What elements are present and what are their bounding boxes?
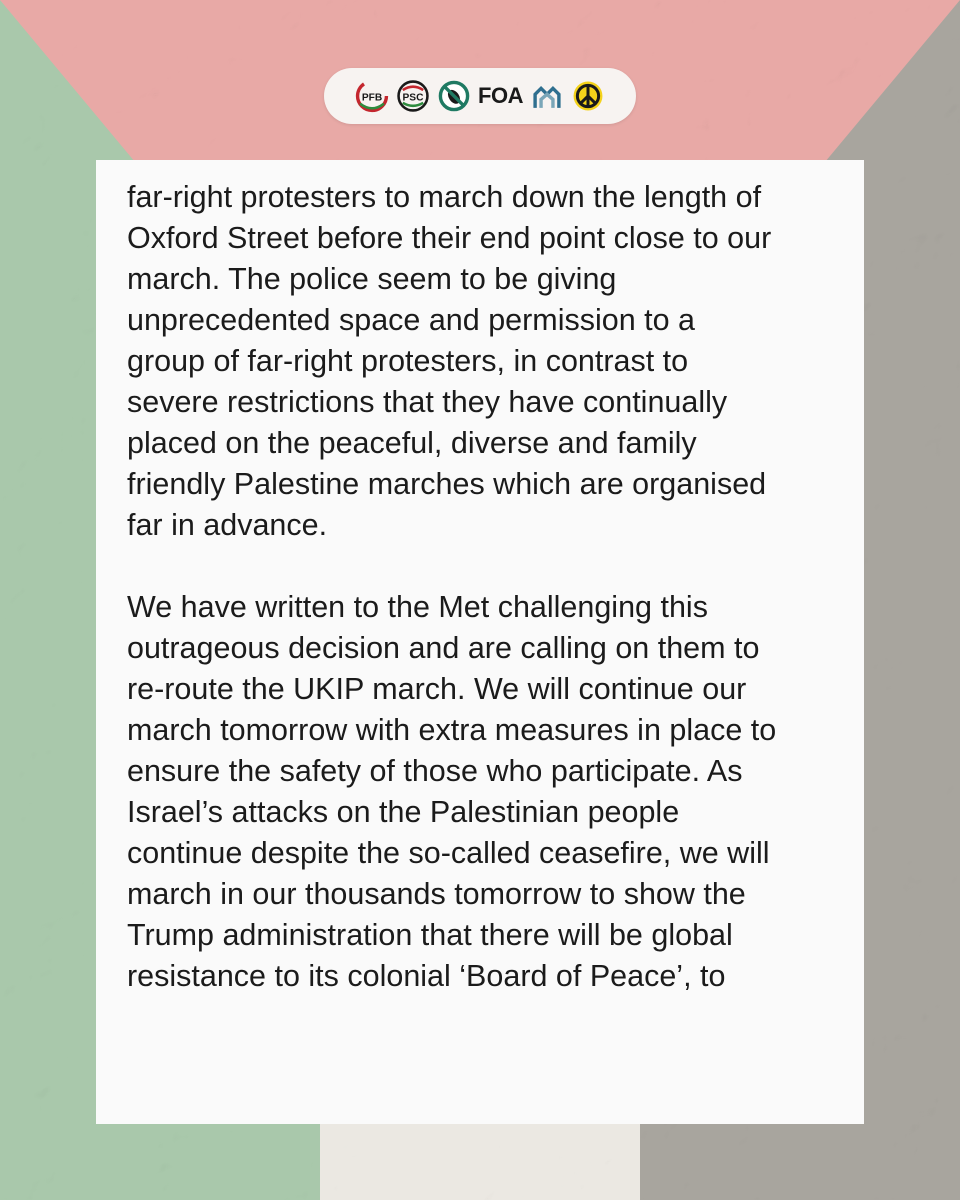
text-line: march. The police seem to be giving (127, 262, 617, 296)
paragraph-met-challenge (127, 587, 832, 997)
text-line: group of far-right protesters, in contrast to (127, 344, 689, 378)
text-line: re-route the UKIP march. We will continue our (127, 672, 747, 706)
pfb-logo (355, 79, 389, 113)
text-line: ensure the safety of those who participate. As (127, 754, 743, 788)
text-line: far in advance. (127, 508, 328, 542)
organisation-logos (324, 68, 636, 124)
no-bombs-icon (437, 79, 471, 113)
statement-card (96, 160, 864, 1124)
text-line: severe restrictions that they have continually (127, 385, 728, 419)
text-line: placed on the peaceful, diverse and family (127, 426, 697, 460)
peace-icon (571, 79, 605, 113)
text-line: far-right protesters to march down the length of (127, 180, 762, 214)
muslim-association-logo (530, 79, 564, 113)
pfb-logo-text: PFB (361, 92, 383, 104)
text-line: Trump administration that there will be global (127, 918, 733, 952)
text-line: march in our thousands tomorrow to show the (127, 877, 746, 911)
text-line: friendly Palestine marches which are organised (127, 467, 767, 501)
text-line: march tomorrow with extra measures in place to (127, 713, 777, 747)
text-line: resistance to its colonial ‘Board of Peace’, to (127, 959, 726, 993)
text-line: outrageous decision and are calling on them to (127, 631, 760, 665)
text-line: Israel’s attacks on the Palestinian people (127, 795, 680, 829)
psc-logo (396, 79, 430, 113)
paragraph-police-restrictions (127, 177, 832, 546)
text-line: Oxford Street before their end point close to our (127, 221, 772, 255)
foa-logo-text: FOA (478, 83, 523, 108)
foa-logo (478, 83, 523, 109)
psc-logo-text: PSC (402, 92, 424, 104)
text-line: continue despite the so-called ceasefire, we will (127, 836, 770, 870)
text-line: unprecedented space and permission to a (127, 303, 696, 337)
text-line: We have written to the Met challenging this (127, 590, 708, 624)
